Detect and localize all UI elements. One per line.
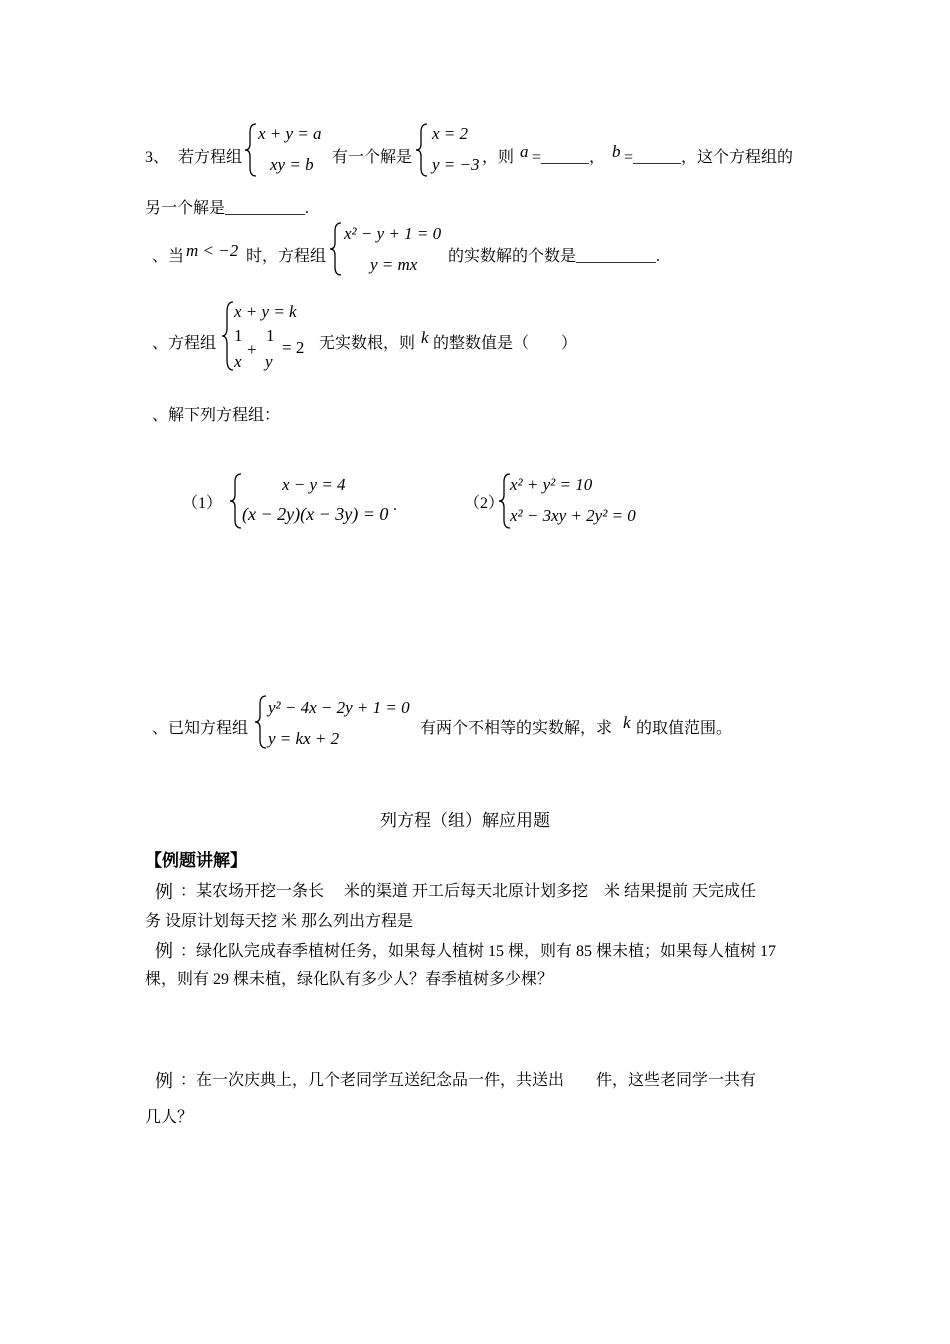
- equation: xy = b: [270, 155, 314, 174]
- equation: y = mx: [370, 255, 418, 274]
- example-text: ：绿化队完成春季植树任务，如果每人植树 15 棵，则有 85 棵未植；如果每人植树 17: [180, 943, 777, 960]
- variable: a: [520, 142, 529, 161]
- question-text: 有一个解是: [332, 149, 413, 166]
- example-text: 几人？: [145, 1109, 194, 1126]
- solution: x = 2: [432, 124, 469, 143]
- question-text: 若方程组: [178, 149, 243, 166]
- left-brace-icon: [254, 694, 268, 750]
- example-label: 例: [155, 941, 173, 961]
- question-text: 的整数值是（ ）: [433, 335, 578, 352]
- question-text: 另一个解是__________.: [145, 200, 310, 217]
- example-text: ：在一次庆典上，几个老同学互送纪念品一件，共送出 件，这些老同学一共有: [180, 1072, 757, 1089]
- question-text: 有两个不相等的实数解，求: [420, 720, 613, 737]
- equation: x + y = k: [234, 302, 297, 321]
- equation: = 2: [282, 338, 305, 357]
- variable: k: [623, 713, 631, 732]
- left-brace-icon: [244, 122, 258, 178]
- answer-blank: =______，: [532, 149, 606, 166]
- left-brace-icon: [221, 300, 235, 372]
- equation: (x − 2y)(x − 3y) = 0: [242, 504, 389, 524]
- question-text: 无实数根，则: [319, 335, 416, 352]
- left-brace-icon: [415, 122, 429, 178]
- fraction-denominator: y: [265, 352, 273, 371]
- example-text: 务 设原计划每天挖 米 那么列出方程是: [145, 913, 414, 930]
- example-label: 例: [155, 882, 173, 902]
- answer-blank: =______，这个方程组的: [624, 149, 794, 166]
- section-title: 列方程（组）解应用题: [380, 811, 550, 830]
- fraction-numerator: 1: [266, 326, 275, 345]
- equation: x + y = a: [258, 124, 322, 143]
- example-text: 棵，则有 29 棵未植，绿化队有多少人？春季植树多少棵？: [145, 971, 554, 988]
- question-text: 、方程组: [152, 335, 217, 352]
- left-brace-icon: [229, 472, 243, 530]
- variable: b: [612, 142, 621, 161]
- question-text: ，则: [482, 149, 515, 166]
- question-title: 、解下列方程组：: [152, 407, 281, 424]
- question-text: 、已知方程组: [152, 720, 249, 737]
- equation: x² − y + 1 = 0: [344, 224, 442, 243]
- equation: x² + y² = 10: [510, 475, 593, 494]
- left-brace-icon: [329, 221, 343, 277]
- equation: x² − 3xy + 2y² = 0: [510, 506, 636, 525]
- fraction-denominator: x: [234, 352, 242, 371]
- question-text: 时，方程组: [246, 248, 327, 265]
- punctuation: .: [393, 497, 397, 514]
- sub-label: （1）: [182, 495, 223, 512]
- example-label: 例: [155, 1071, 173, 1091]
- equation: x − y = 4: [282, 475, 346, 494]
- question-text: 、当: [152, 248, 185, 265]
- variable: k: [421, 328, 429, 347]
- plus-sign: +: [247, 340, 257, 359]
- equation: y = kx + 2: [268, 729, 340, 748]
- sub-label: （2）: [464, 495, 505, 512]
- question-text: 的取值范围。: [636, 720, 733, 737]
- solution: y = −3: [432, 155, 480, 174]
- fraction-numerator: 1: [234, 326, 243, 345]
- section-subtitle: 【例题讲解】: [145, 851, 247, 870]
- question-text: 的实数解的个数是__________.: [448, 248, 661, 265]
- example-text: ：某农场开挖一条长 米的渠道 开工后每天北原计划多挖 米 结果提前 天完成任: [180, 883, 757, 900]
- condition: m < −2: [186, 241, 239, 260]
- equation: y² − 4x − 2y + 1 = 0: [268, 698, 410, 717]
- question-number: 3、: [145, 149, 170, 166]
